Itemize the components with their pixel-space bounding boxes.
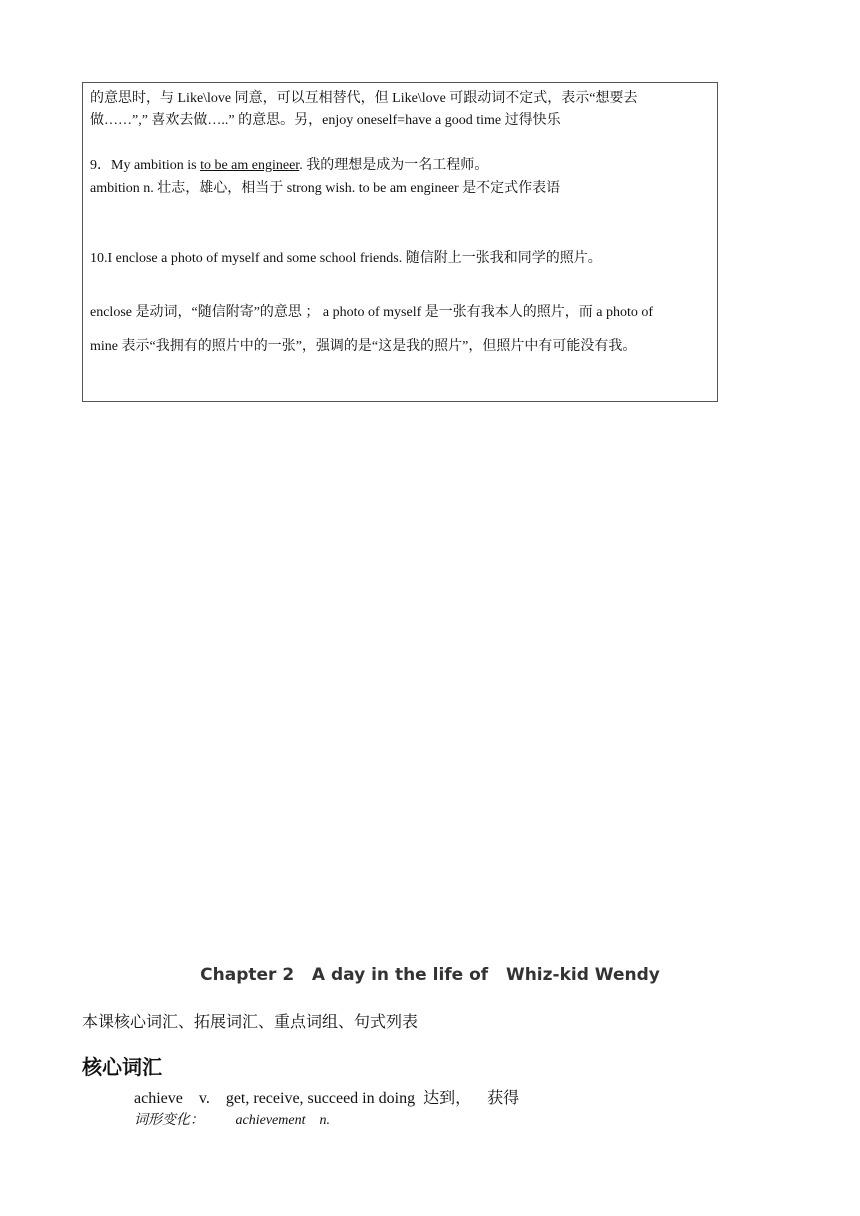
item-9-underlined: to be am engineer	[200, 158, 300, 173]
notes-box	[82, 82, 718, 402]
item-9-suffix: . 我的理想是成为一名工程师。	[299, 158, 489, 173]
vocab-entry: achieve v. get, receive, succeed in doing 达到， 获得	[134, 1090, 520, 1107]
note-line: 的意思时，与 Like\love 同意，可以互相替代，但 Like\love 可跟动词不定式，表示“想要去	[90, 91, 638, 106]
item-10-note: mine 表示“我拥有的照片中的一张”，强调的是“这是我的照片”，但照片中有可能没有我。	[90, 339, 637, 354]
chapter-title: Chapter 2 A day in the life of Whiz-kid Wendy	[200, 965, 660, 985]
item-10-note: enclose 是动词，“随信附寄”的意思 ； a photo of myself 是一张有我本人的照片，而 a photo of	[90, 305, 654, 320]
item-9-note: ambition n. 壮志，雄心，相当于 strong wish. to be am engineer 是不定式作表语	[90, 181, 561, 196]
item-10: 10.I enclose a photo of myself and some school friends. 随信附上一张我和同学的照片。	[90, 251, 602, 266]
note-line: 做……”,” 喜欢去做…..” 的意思。另，enjoy oneself=have a good time 过得快乐	[90, 113, 561, 128]
derivation-note: 词形变化： achievement n.	[134, 1113, 330, 1128]
intro-text: 本课核心词汇、拓展词汇、重点词组、句式列表	[82, 1014, 419, 1031]
item-9-prefix: 9．My ambition is	[90, 158, 201, 173]
section-heading: 核心词汇	[82, 1055, 162, 1079]
item-9	[90, 154, 488, 174]
